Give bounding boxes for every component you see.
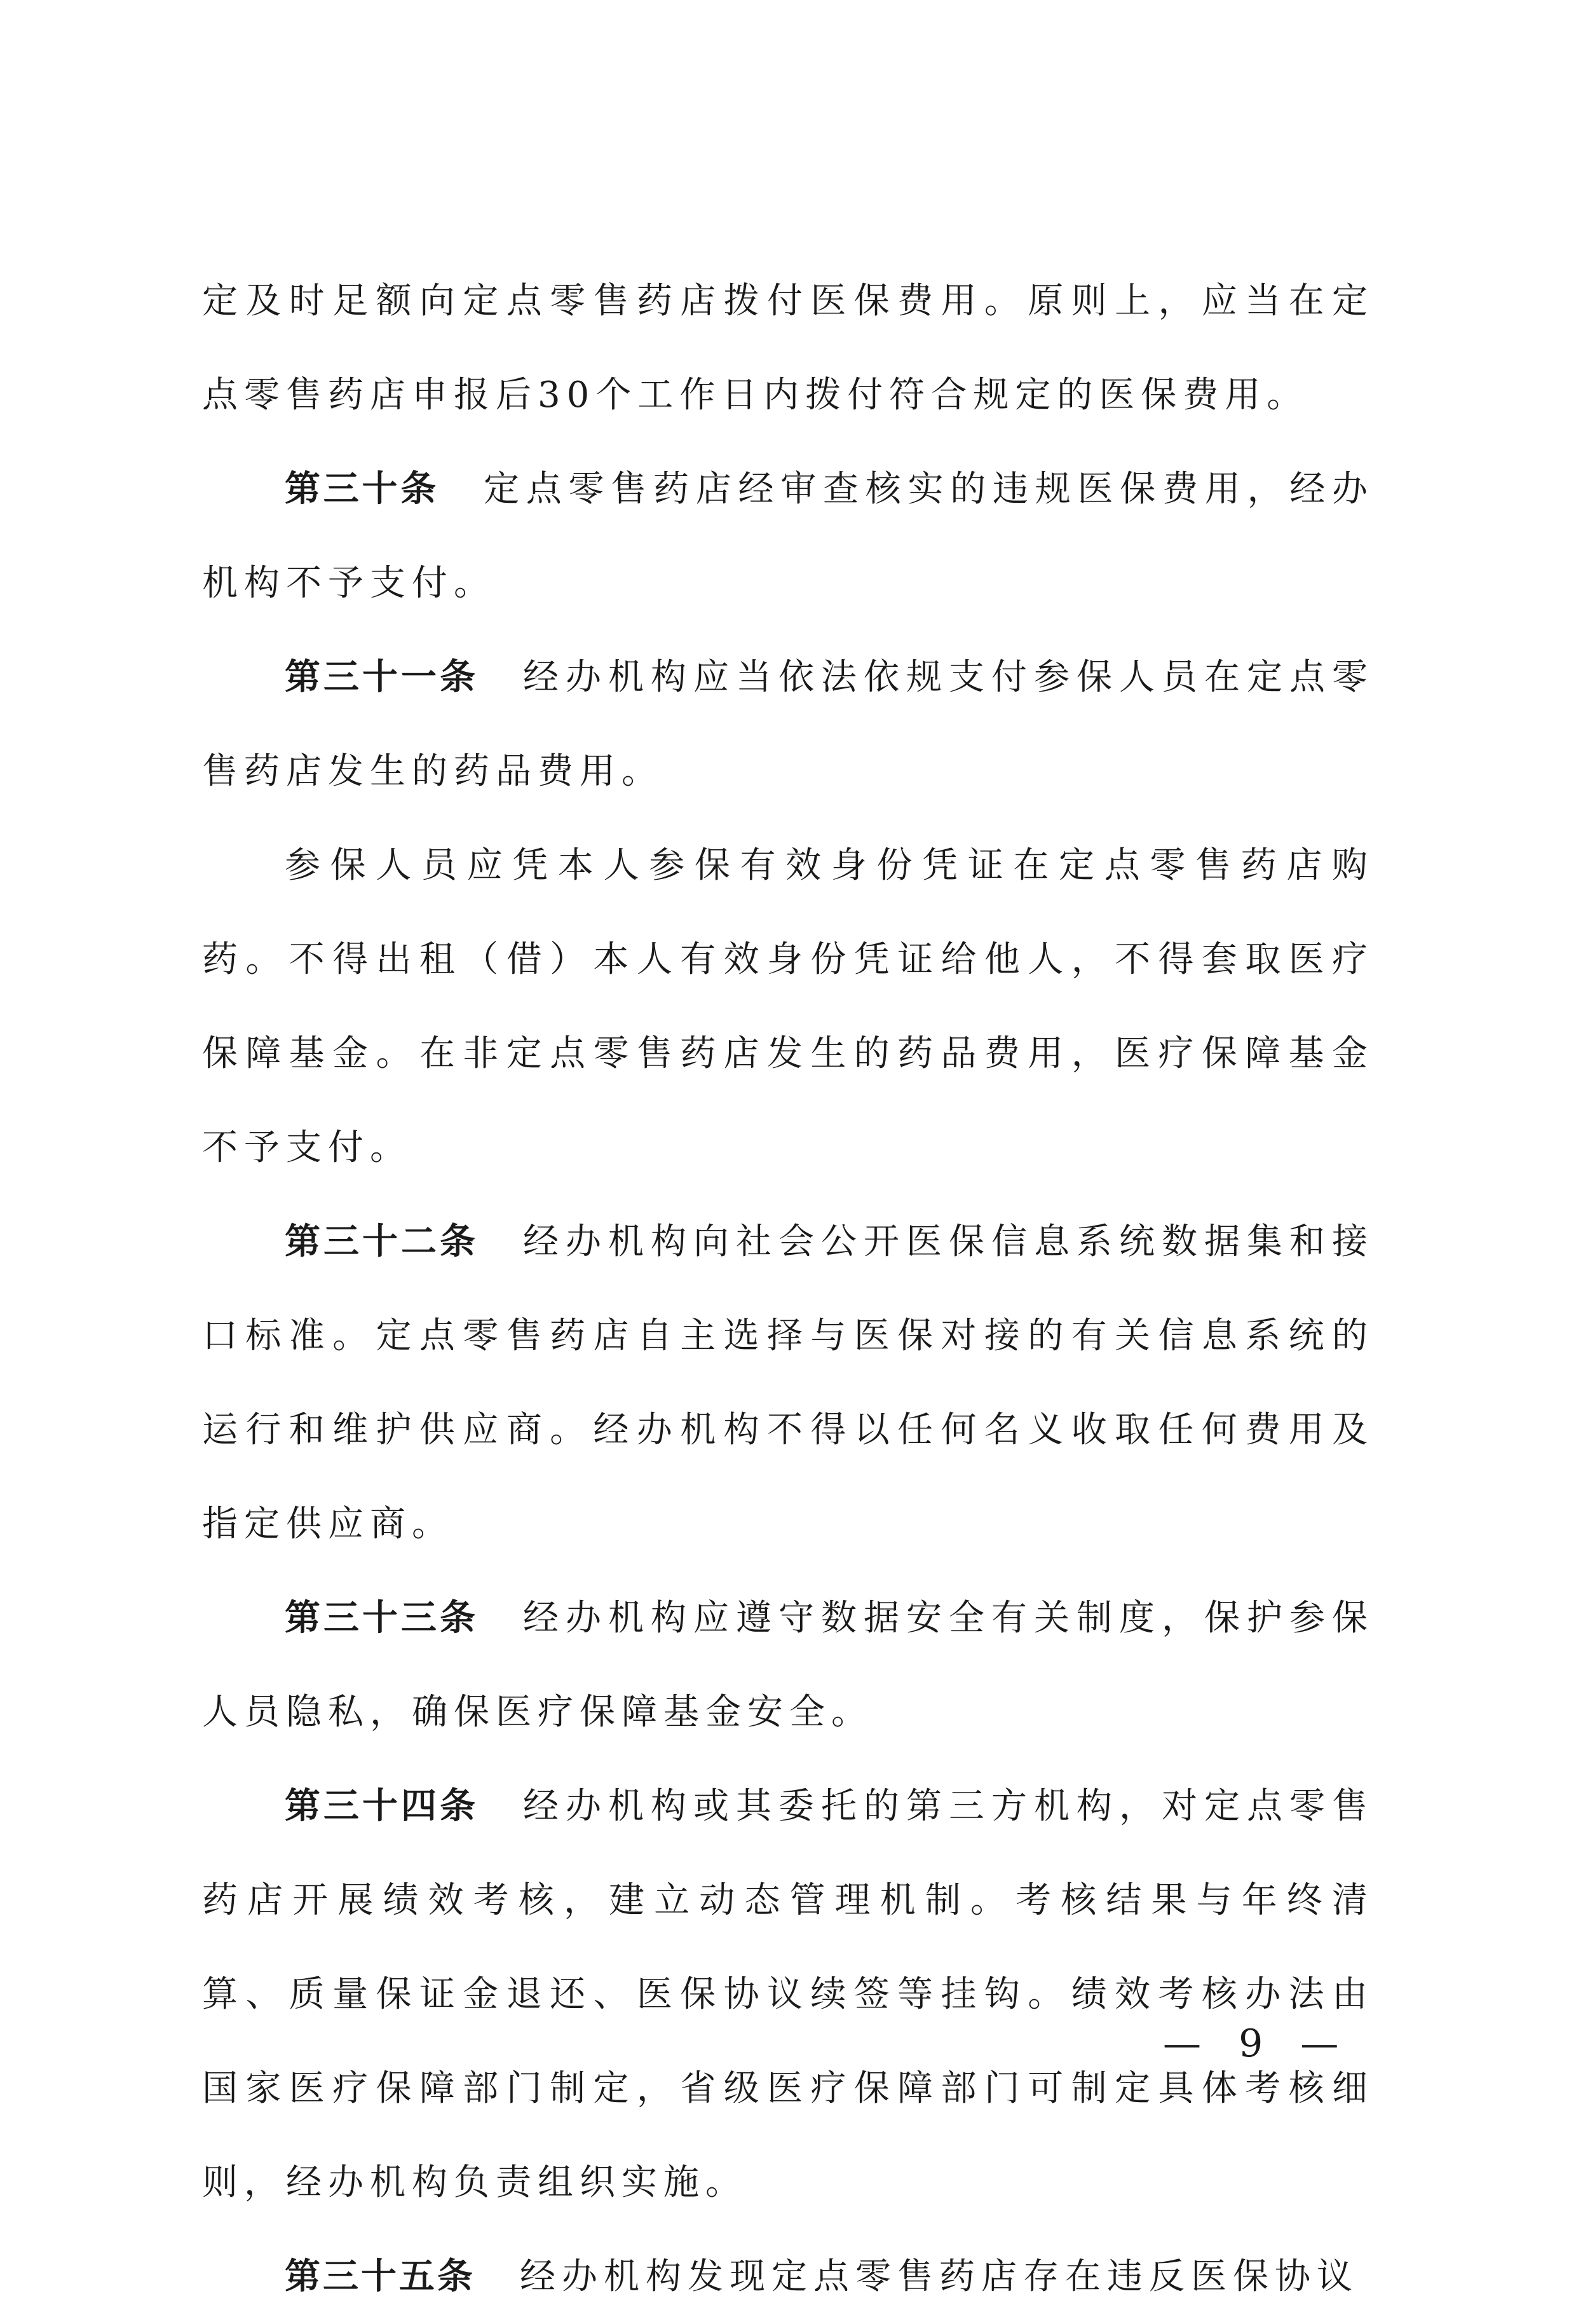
article-number: 第三十一条 (285, 657, 479, 698)
article-number: 第三十四条 (285, 1786, 479, 1827)
article-33 (202, 1571, 1374, 1760)
paragraph-text: 定点零售药店经审查核实的违规医保费用，经办机构不予支付。 (202, 468, 1374, 604)
article-number: 第三十条 (285, 468, 439, 510)
paragraph-continuation (202, 254, 1374, 442)
article-35 (202, 2230, 1374, 2324)
paragraph-text: 参保人员应凭本人参保有效身份凭证在定点零售药店购药。不得出租（借）本人有效身份凭证给他人，不得套取医疗保障基金。在非定点零售药店发生的药品费用，医疗保障基金不予支付。 (202, 845, 1374, 1168)
article-number: 第三十二条 (285, 1221, 479, 1262)
article-number: 第三十五条 (285, 2256, 475, 2297)
paragraph-text: 经办机构向社会公开医保信息系统数据集和接口标准。定点零售药店自主选择与医保对接的有关信息系统的运行和维护供应商。经办机构不得以任何名义收取任何费用及指定供应商。 (202, 1221, 1374, 1545)
article-31 (202, 631, 1374, 819)
page-number: — 9 — (1163, 2021, 1352, 2066)
article-32 (202, 1195, 1374, 1571)
document-body (202, 254, 1374, 2324)
article-31-paragraph-2 (202, 819, 1374, 1195)
article-34 (202, 1760, 1374, 2230)
paragraph-text: 定及时足额向定点零售药店拨付医保费用。原则上，应当在定点零售药店申报后30个工作日内拨付符合规定的医保费用。 (202, 280, 1374, 416)
article-30 (202, 442, 1374, 631)
paragraph-text: 经办机构应当依法依规支付参保人员在定点零售药店发生的药品费用。 (202, 657, 1374, 792)
paragraph-text: 经办机构应遵守数据安全有关制度，保护参保人员隐私，确保医疗保障基金安全。 (202, 1597, 1374, 1733)
paragraph-text: 经办机构或其委托的第三方机构，对定点零售药店开展绩效考核，建立动态管理机制。考核结果与年终清算、质量保证金退还、医保协议续签等挂钩。绩效考核办法由国家医疗保障部门制定，省级医疗保障部门可制定具体考核细则，经办机构负责组织实施。 (202, 1786, 1374, 2203)
article-number: 第三十三条 (285, 1597, 479, 1639)
paragraph-text: 经办机构发现定点零售药店存在违反医保协议 (520, 2256, 1359, 2297)
